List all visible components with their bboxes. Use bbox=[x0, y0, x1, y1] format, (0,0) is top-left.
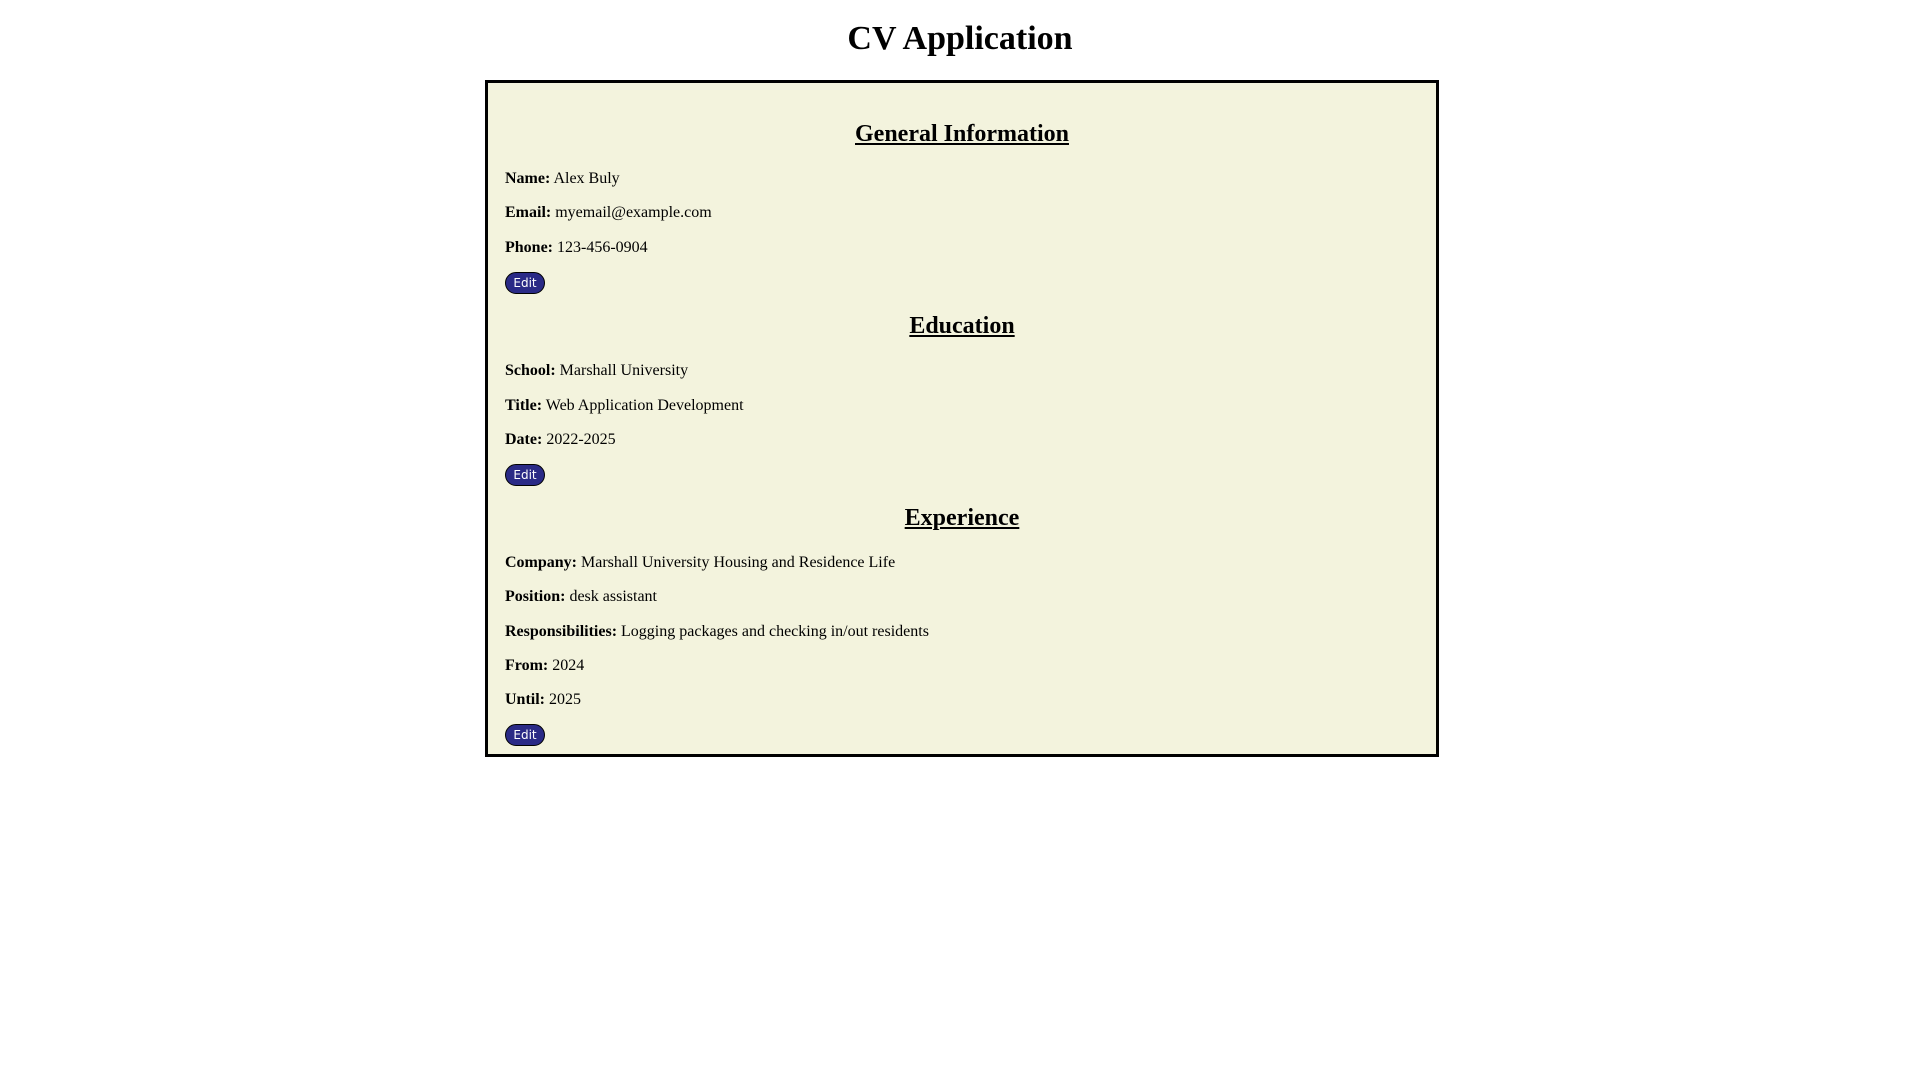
experience-heading: Experience bbox=[904, 505, 1020, 531]
from-field bbox=[505, 656, 584, 676]
title-value: Web Application Development bbox=[545, 397, 744, 414]
phone-value: 123-456-0904 bbox=[557, 239, 648, 256]
edit-education-button[interactable]: Edit bbox=[505, 464, 545, 486]
school-label: School: bbox=[505, 362, 556, 379]
title-label: Title: bbox=[505, 397, 543, 414]
edit-experience-button[interactable]: Edit bbox=[505, 724, 545, 746]
phone-field bbox=[505, 238, 648, 258]
until-label: Until: bbox=[505, 691, 545, 708]
email-label: Email: bbox=[505, 204, 552, 221]
date-value: 2022-2025 bbox=[546, 431, 616, 448]
from-label: From: bbox=[505, 657, 549, 674]
email-value: myemail@example.com bbox=[555, 204, 712, 221]
company-field bbox=[505, 553, 895, 573]
school-value: Marshall University bbox=[559, 362, 689, 379]
date-label: Date: bbox=[505, 431, 543, 448]
cv-card bbox=[485, 80, 1439, 757]
date-field bbox=[505, 430, 616, 450]
position-value: desk assistant bbox=[569, 588, 657, 605]
name-value: Alex Buly bbox=[553, 170, 620, 187]
school-field bbox=[505, 361, 688, 381]
email-field bbox=[505, 203, 712, 223]
edit-general-button[interactable]: Edit bbox=[505, 272, 545, 294]
company-label: Company: bbox=[505, 554, 578, 571]
title-field bbox=[505, 396, 744, 416]
until-field bbox=[505, 690, 581, 710]
until-value: 2025 bbox=[549, 691, 581, 708]
responsibilities-field bbox=[505, 622, 929, 642]
general-information-heading: General Information bbox=[855, 121, 1069, 147]
company-value: Marshall University Housing and Residence Life bbox=[581, 554, 896, 571]
from-value: 2024 bbox=[552, 657, 585, 674]
position-field bbox=[505, 587, 657, 607]
position-label: Position: bbox=[505, 588, 566, 605]
phone-label: Phone: bbox=[505, 239, 553, 256]
responsibilities-label: Responsibilities: bbox=[505, 623, 618, 640]
page-title: CV Application bbox=[847, 20, 1073, 57]
name-label: Name: bbox=[505, 170, 551, 187]
responsibilities-value: Logging packages and checking in/out residents bbox=[621, 623, 929, 640]
education-heading: Education bbox=[909, 313, 1015, 339]
name-field bbox=[505, 169, 620, 189]
